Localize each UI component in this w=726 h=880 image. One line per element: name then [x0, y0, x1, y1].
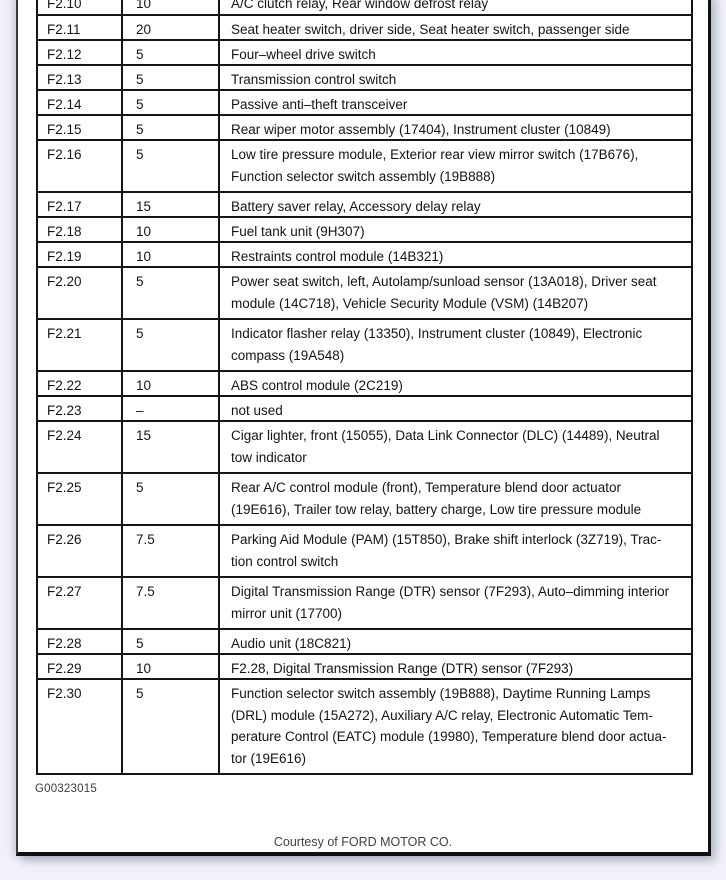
table-row: [38, 320, 691, 372]
description-line: tor (19E616): [231, 750, 307, 766]
table-row: [38, 474, 691, 526]
description-line: A/C clutch relay, Rear window defrost relay: [231, 0, 489, 11]
description-cell: [220, 141, 691, 191]
amps-cell: 5: [123, 141, 220, 191]
fuse-id-cell: F2.18: [38, 218, 123, 241]
figure-id-label: G00323015: [35, 783, 97, 795]
fuse-id-cell: F2.26: [38, 526, 123, 576]
amps-cell: 5: [123, 91, 220, 114]
description-line: Fuel tank unit (9H307): [231, 224, 365, 239]
description-cell: [220, 474, 691, 524]
description-cell: [220, 320, 691, 370]
amps-cell: 15: [123, 193, 220, 216]
amps-cell: 10: [123, 243, 220, 266]
description-line: (19E616), Trailer tow relay, battery charge, Low tire pressure module: [231, 501, 642, 517]
description-line: (DRL) module (15A272), Auxiliary A/C relay, Electronic Automatic Tem-: [231, 707, 653, 723]
description-line: Four–wheel drive switch: [231, 47, 376, 62]
fuse-id-cell: F2.29: [38, 655, 123, 678]
amps-cell: 10: [123, 0, 220, 14]
table-row: [38, 680, 691, 773]
fuse-id-cell: F2.24: [38, 422, 123, 472]
description-line: Parking Aid Module (PAM) (15T850), Brake shift interlock (3Z719), Trac-: [231, 532, 662, 547]
fuse-id-cell: F2.30: [38, 680, 123, 773]
description-line: not used: [231, 403, 283, 418]
description-line: F2.28, Digital Transmission Range (DTR) sensor (7F293): [231, 661, 574, 676]
fuse-id-cell: F2.20: [38, 268, 123, 318]
scanned-page: [16, 0, 711, 856]
amps-cell: 5: [123, 41, 220, 64]
description-line: Audio unit (18C821): [231, 636, 352, 651]
description-line: Rear A/C control module (front), Temperature blend door actuator: [231, 480, 621, 495]
fuse-id-cell: F2.13: [38, 66, 123, 89]
table-row: [38, 16, 691, 41]
description-line: compass (19A548): [231, 347, 345, 363]
table-row: [38, 41, 691, 66]
table-row: [38, 218, 691, 243]
fuse-id-cell: F2.12: [38, 41, 123, 64]
table-row: [38, 422, 691, 474]
fuse-id-cell: F2.16: [38, 141, 123, 191]
fuse-id-cell: F2.28: [38, 630, 123, 653]
description-line: Low tire pressure module, Exterior rear view mirror switch (17B676),: [231, 147, 639, 162]
description-line: Seat heater switch, driver side, Seat heater switch, passenger side: [231, 22, 630, 37]
table-row: [38, 243, 691, 268]
table-row: [38, 141, 691, 193]
description-line: Restraints control module (14B321): [231, 249, 444, 264]
fuse-id-cell: F2.17: [38, 193, 123, 216]
amps-cell: 5: [123, 320, 220, 370]
table-row: [38, 397, 691, 422]
description-line: Rear wiper motor assembly (17404), Instrument cluster (10849): [231, 122, 611, 137]
description-line: Cigar lighter, front (15055), Data Link Connector (DLC) (14489), Neutral: [231, 428, 660, 443]
table-row: [38, 91, 691, 116]
description-line: mirror unit (17700): [231, 605, 343, 621]
description-cell: [220, 422, 691, 472]
fuse-id-cell: F2.19: [38, 243, 123, 266]
fuse-table: [36, 0, 693, 775]
description-line: Transmission control switch: [231, 72, 397, 87]
description-cell: [220, 680, 691, 773]
description-cell: [220, 66, 691, 89]
table-row: [38, 116, 691, 141]
description-cell: [220, 116, 691, 139]
amps-cell: 10: [123, 655, 220, 678]
table-row: [38, 526, 691, 578]
description-line: Passive anti–theft transceiver: [231, 97, 408, 112]
table-row: [38, 630, 691, 655]
description-cell: [220, 16, 691, 39]
description-line: tion control switch: [231, 553, 339, 569]
description-cell: [220, 630, 691, 653]
description-line: Digital Transmission Range (DTR) sensor (7F293), Auto–dimming interior: [231, 584, 670, 599]
description-cell: [220, 0, 691, 14]
description-cell: [220, 41, 691, 64]
table-row: [38, 655, 691, 680]
amps-cell: 5: [123, 680, 220, 773]
amps-cell: 5: [123, 268, 220, 318]
table-row: [38, 578, 691, 630]
description-line: Battery saver relay, Accessory delay relay: [231, 199, 481, 214]
amps-cell: 7.5: [123, 526, 220, 576]
description-line: Function selector switch assembly (19B888), Daytime Running Lamps: [231, 686, 651, 701]
description-cell: [220, 397, 691, 420]
description-cell: [220, 526, 691, 576]
fuse-id-cell: F2.10: [38, 0, 123, 14]
description-cell: [220, 218, 691, 241]
amps-cell: 5: [123, 116, 220, 139]
description-cell: [220, 193, 691, 216]
description-line: Indicator flasher relay (13350), Instrument cluster (10849), Electronic: [231, 326, 643, 341]
amps-cell: 20: [123, 16, 220, 39]
amps-cell: 5: [123, 630, 220, 653]
table-row: [38, 193, 691, 218]
fuse-id-cell: F2.14: [38, 91, 123, 114]
fuse-id-cell: F2.23: [38, 397, 123, 420]
credit-line: Courtesy of FORD MOTOR CO.: [273, 835, 453, 849]
amps-cell: 7.5: [123, 578, 220, 628]
description-line: Power seat switch, left, Autolamp/sunload sensor (13A018), Driver seat: [231, 274, 657, 289]
description-cell: [220, 372, 691, 395]
fuse-id-cell: F2.25: [38, 474, 123, 524]
amps-cell: –: [123, 397, 220, 420]
description-line: tow indicator: [231, 449, 307, 465]
fuse-id-cell: F2.21: [38, 320, 123, 370]
description-line: perature Control (EATC) module (19980), Temperature blend door actua-: [231, 729, 667, 744]
description-cell: [220, 243, 691, 266]
amps-cell: 5: [123, 474, 220, 524]
fuse-id-cell: F2.27: [38, 578, 123, 628]
amps-cell: 10: [123, 218, 220, 241]
table-row: [38, 66, 691, 91]
description-cell: [220, 91, 691, 114]
amps-cell: 5: [123, 66, 220, 89]
description-cell: [220, 578, 691, 628]
fuse-id-cell: F2.11: [38, 16, 123, 39]
description-cell: [220, 655, 691, 678]
amps-cell: 15: [123, 422, 220, 472]
table-row: [38, 372, 691, 397]
description-line: Function selector switch assembly (19B888): [231, 168, 496, 184]
table-row: [38, 0, 691, 16]
description-cell: [220, 268, 691, 318]
description-line: module (14C718), Vehicle Security Module (VSM) (14B207): [231, 295, 589, 311]
fuse-id-cell: F2.15: [38, 116, 123, 139]
description-line: ABS control module (2C219): [231, 378, 403, 393]
fuse-id-cell: F2.22: [38, 372, 123, 395]
table-row: [38, 268, 691, 320]
amps-cell: 10: [123, 372, 220, 395]
